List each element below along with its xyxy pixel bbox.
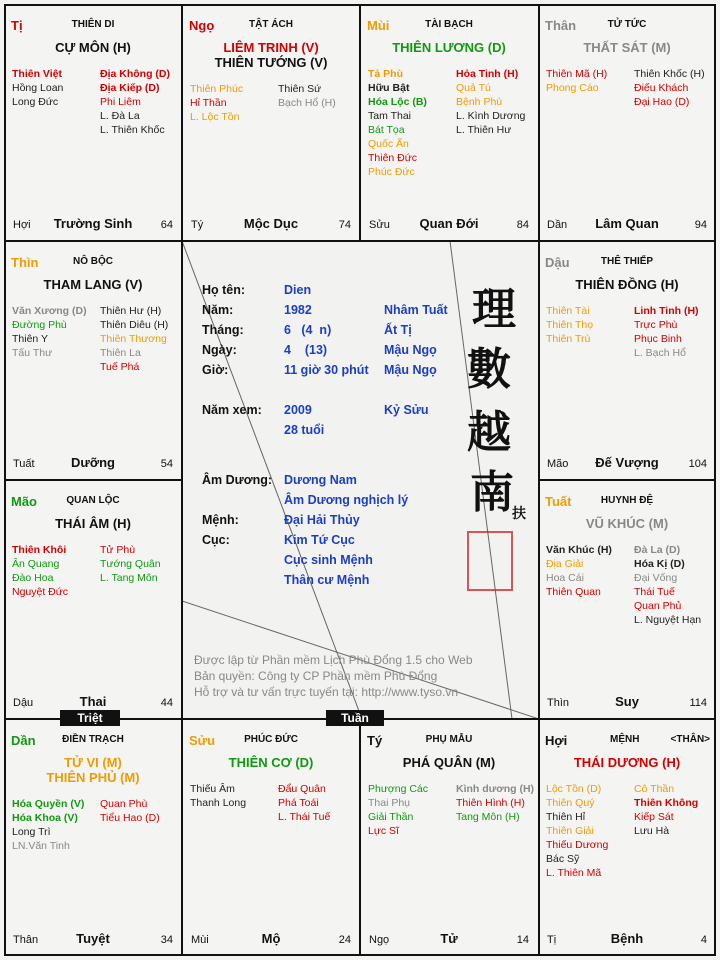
- right-star-column: [278, 82, 336, 110]
- left-star-column: [12, 797, 84, 853]
- branch-label: Tý: [367, 733, 383, 748]
- minor-star: L. Nguyệt Hạn: [634, 614, 702, 626]
- minor-star: Thiên Việt: [12, 68, 62, 80]
- minor-star: L. Thiên Khốc: [100, 124, 165, 136]
- minor-star: Linh Tinh (H): [634, 305, 699, 317]
- palace-name: THIÊN DI: [71, 19, 115, 30]
- minor-star: Long Trì: [12, 826, 51, 838]
- minor-star: Kình dương (H): [456, 783, 535, 795]
- palace-cell-phuc-duc: [182, 719, 360, 956]
- grid-line: [359, 718, 361, 956]
- minor-star: Trực Phù: [634, 319, 678, 331]
- right-star-column: [634, 543, 701, 627]
- cycle-label: Tử: [440, 931, 458, 946]
- right-star-column: [100, 67, 170, 137]
- minor-star: Thiên Hình (H): [456, 797, 525, 809]
- minor-star: Thiên Y: [12, 333, 48, 345]
- stage-label: Tị: [547, 934, 557, 946]
- palace-cell-tai-bach: [360, 4, 538, 241]
- cycle-label: Bệnh: [610, 931, 644, 946]
- minor-star: Địa Kiếp (D): [100, 82, 160, 94]
- right-star-column: [100, 543, 161, 585]
- footer-line-3: Hỗ trợ và tư vấn trực tuyến tại: http://www.tyso.vn: [194, 685, 459, 699]
- age-label: 4: [700, 934, 707, 946]
- left-star-column: [546, 543, 612, 599]
- branch-label: Dậu: [545, 255, 570, 270]
- minor-star: Hỏa Tinh (H): [456, 68, 519, 80]
- age-label: 104: [688, 458, 707, 470]
- palace-name: TẬT ÁCH: [249, 19, 293, 30]
- age-label: 44: [160, 697, 173, 709]
- minor-star: Tử Phù: [100, 544, 136, 556]
- value-nam: 1982: [284, 303, 312, 317]
- branch-label: Hợi: [545, 733, 568, 748]
- calligraphy-char-1: 理: [472, 284, 516, 335]
- main-star: THIÊN LƯƠNG (D): [392, 40, 506, 55]
- main-star: PHÁ QUÂN (M): [402, 755, 496, 770]
- minor-star: Thiếu Dương: [546, 839, 609, 851]
- minor-star: Tuế Phá: [100, 361, 140, 373]
- palace-name: PHỤ MẪU: [425, 734, 473, 745]
- minor-star: Thiên Thương: [100, 333, 167, 345]
- minor-star: Thiên Mã (H): [546, 68, 608, 80]
- age-label: 24: [338, 934, 351, 946]
- value-ngay: 4 (13): [284, 343, 328, 357]
- minor-star: Tiểu Hao (D): [100, 812, 160, 824]
- minor-star: Phi Liêm: [100, 96, 141, 108]
- minor-star: Quả Tú: [456, 82, 491, 94]
- grid-line: [181, 4, 183, 956]
- palace-cell-huynh-de: [538, 480, 716, 719]
- value-cuc-2: Cục sinh Mệnh: [284, 553, 373, 567]
- minor-star: Phong Cáo: [546, 82, 599, 94]
- stage-label: Thìn: [547, 697, 570, 709]
- cycle-label: Suy: [615, 694, 639, 709]
- palace-cell-dien-trach: [4, 719, 182, 956]
- minor-star: Thiên Diêu (H): [100, 319, 169, 331]
- main-star: CỰ MÔN (H): [55, 40, 131, 55]
- age-label: 34: [160, 934, 173, 946]
- minor-star: Thiên Phúc: [190, 83, 244, 95]
- minor-star: Thiên Quý: [546, 797, 595, 809]
- minor-star: Lộc Tồn (D): [546, 783, 602, 795]
- palace-cell-no-boc: [4, 241, 182, 480]
- minor-star: Hỉ Thần: [190, 97, 227, 109]
- age-label: 84: [516, 219, 529, 231]
- minor-star: Thiên Không: [634, 797, 699, 809]
- minor-star: Thiên Sứ: [278, 83, 322, 95]
- minor-star: Đại Hao (D): [634, 96, 690, 108]
- left-star-column: [368, 67, 427, 179]
- main-star: THIÊN CƠ (D): [228, 755, 314, 770]
- palace-name: NÔ BỘC: [73, 256, 113, 267]
- stage-label: Ngọ: [369, 934, 390, 946]
- left-star-column: [12, 543, 68, 599]
- age-label: 54: [160, 458, 173, 470]
- left-star-column: [546, 782, 608, 880]
- value-gio: 11 giờ 30 phút: [284, 363, 369, 377]
- minor-star: Thiên Quan: [546, 586, 601, 598]
- minor-star: Tam Thai: [368, 110, 411, 122]
- minor-star: Thiên Hỉ: [546, 811, 586, 823]
- cycle-label: Đế Vượng: [595, 455, 659, 470]
- label-nam-xem: Năm xem:: [202, 403, 262, 417]
- main-star: THIÊN PHỦ (M): [46, 770, 140, 785]
- age-label: 14: [516, 934, 529, 946]
- left-star-column: [546, 304, 593, 346]
- main-star: THÁI ÂM (H): [55, 516, 131, 531]
- value-tuoi: 28 tuổi: [284, 423, 325, 437]
- minor-star: Phá Toái: [278, 797, 319, 809]
- cycle-label: Tuyệt: [76, 931, 110, 946]
- right-star-column: [100, 797, 160, 825]
- branch-label: Ngọ: [189, 18, 215, 33]
- value-cuc: Kim Tứ Cục: [284, 533, 355, 547]
- value-thang-can: Ất Tị: [384, 323, 412, 337]
- triet-tag: Triệt: [60, 710, 120, 726]
- minor-star: Thiên Giải: [546, 825, 594, 837]
- minor-star: Hóa Quyền (V): [12, 798, 85, 810]
- branch-label: Tuất: [545, 494, 572, 509]
- minor-star: Ân Quang: [12, 558, 60, 570]
- branch-label: Dần: [11, 733, 36, 748]
- minor-star: Đường Phù: [12, 319, 67, 331]
- value-nam-xem: 2009: [284, 403, 312, 417]
- minor-star: Hữu Bật: [368, 82, 410, 94]
- right-star-column: [634, 67, 705, 109]
- main-star: TỬ VI (M): [64, 755, 122, 770]
- minor-star: Đại Vống: [634, 572, 678, 584]
- right-star-column: [634, 782, 698, 838]
- minor-star: Tấu Thư: [12, 347, 53, 359]
- label-cuc: Cục:: [202, 533, 230, 547]
- cycle-label: Mộc Dục: [243, 216, 299, 231]
- minor-star: Tả Phù: [368, 68, 404, 80]
- minor-star: Đào Hoa: [12, 572, 54, 584]
- right-star-column: [278, 782, 330, 824]
- minor-star: Kiếp Sát: [634, 811, 674, 823]
- palace-name: TÀI BẠCH: [425, 19, 473, 30]
- minor-star: Lực Sĩ: [368, 825, 399, 837]
- label-gio: Giờ:: [202, 363, 229, 377]
- minor-star: Đà La (D): [634, 544, 681, 556]
- minor-star: Thiên Khôi: [12, 544, 67, 556]
- minor-star: Phục Binh: [634, 333, 682, 345]
- grid-line: [538, 4, 540, 956]
- age-label: 94: [694, 219, 707, 231]
- left-star-column: [368, 782, 428, 838]
- label-menh: Mệnh:: [202, 513, 239, 527]
- grid-line: [714, 4, 716, 956]
- age-label: 74: [338, 219, 351, 231]
- stage-label: Tý: [191, 219, 204, 231]
- label-nam: Năm:: [202, 303, 234, 317]
- value-am-duong-2: Âm Dương nghịch lý: [284, 493, 409, 507]
- left-star-column: [546, 67, 607, 95]
- minor-star: Thiên Thọ: [546, 319, 594, 331]
- minor-star: Thiên Hư (H): [100, 305, 162, 317]
- minor-star: Thiên Tài: [546, 305, 590, 317]
- minor-star: L. Bạch Hổ: [634, 347, 686, 359]
- minor-star: Bạch Hổ (H): [278, 97, 336, 109]
- grid-line: [4, 4, 6, 956]
- minor-star: Thiên Trù: [546, 333, 591, 345]
- minor-star: L. Tang Môn: [100, 572, 158, 584]
- minor-star: Điếu Khách: [634, 82, 689, 94]
- minor-star: L. Lộc Tồn: [190, 111, 240, 123]
- value-nam-xem-can: Kỷ Sửu: [384, 403, 429, 417]
- right-star-column: [456, 67, 525, 137]
- main-star: THIÊN ĐỒNG (H): [575, 277, 679, 292]
- right-star-column: [634, 304, 699, 360]
- grid-line: [359, 4, 361, 242]
- minor-star: Văn Xương (D): [12, 305, 87, 317]
- label-ho-ten: Họ tên:: [202, 283, 246, 297]
- minor-star: L. Thái Tuế: [278, 811, 331, 823]
- minor-star: Long Đức: [12, 96, 59, 108]
- stage-label: Mùi: [191, 934, 209, 946]
- value-than: Thân cư Mệnh: [284, 573, 370, 587]
- minor-star: Thiếu Âm: [190, 783, 235, 795]
- minor-star: Bát Tọa: [368, 124, 405, 136]
- branch-label: Tị: [11, 18, 23, 33]
- calligraphy-char-3: 越: [467, 407, 511, 458]
- minor-star: Địa Giải: [546, 558, 584, 570]
- minor-star: L. Thiên Mã: [546, 867, 602, 879]
- main-star: THIÊN TƯỚNG (V): [214, 55, 328, 70]
- minor-star: Thai Phụ: [368, 797, 411, 809]
- grid-line: [538, 479, 716, 481]
- minor-star: Giải Thần: [368, 811, 414, 823]
- calligraphy-char-2: 數: [467, 344, 511, 395]
- value-menh: Đại Hải Thủy: [284, 513, 360, 527]
- signature-char: 扶: [512, 506, 526, 522]
- minor-star: Hóa Khoa (V): [12, 812, 78, 824]
- minor-star: Nguyệt Đức: [12, 586, 69, 598]
- stage-label: Dần: [547, 219, 568, 231]
- age-label: 114: [689, 697, 707, 709]
- minor-star: Cô Thần: [634, 783, 675, 795]
- minor-star: Tướng Quân: [100, 558, 161, 570]
- stage-label: Thân: [13, 934, 39, 946]
- left-star-column: [12, 67, 63, 109]
- value-nam-can: Nhâm Tuất: [384, 303, 448, 317]
- minor-star: Hóa Lộc (B): [368, 96, 427, 108]
- main-star: LIÊM TRINH (V): [223, 40, 319, 55]
- palace-cell-tat-ach: [182, 4, 360, 241]
- cycle-label: Dưỡng: [71, 455, 115, 470]
- minor-star: Thiên Đức: [368, 152, 418, 164]
- minor-star: Địa Không (D): [100, 68, 170, 80]
- cycle-label: Quan Đới: [419, 216, 479, 231]
- palace-extra-tag: <THÂN>: [670, 734, 710, 745]
- value-ho-ten: Dien: [284, 283, 312, 297]
- branch-label: Mão: [11, 494, 37, 509]
- cycle-label: Mộ: [261, 931, 281, 946]
- palace-name: PHÚC ĐỨC: [244, 734, 298, 745]
- stage-label: Tuất: [13, 458, 35, 470]
- palace-cell-phu-mau: [360, 719, 538, 956]
- age-label: 64: [160, 219, 173, 231]
- stage-label: Hợi: [13, 219, 31, 231]
- palace-cell-quan-loc: [4, 480, 182, 719]
- calligraphy-char-4: 南: [470, 467, 514, 518]
- stage-label: Dậu: [13, 697, 34, 709]
- minor-star: L. Thiên Hư: [456, 124, 512, 136]
- tuan-tag: Tuần: [326, 710, 384, 726]
- minor-star: Quan Phủ: [634, 600, 682, 612]
- cycle-label: Lâm Quan: [595, 216, 659, 231]
- value-gio-can: Mậu Ngọ: [384, 363, 437, 377]
- palace-name: QUAN LỘC: [66, 495, 120, 506]
- stage-label: Sửu: [369, 219, 390, 231]
- footer-line-1: Được lập từ Phần mềm Lịch Phù Đổng 1.5 cho Web: [194, 653, 473, 667]
- minor-star: Phúc Đức: [368, 166, 415, 178]
- cycle-label: Thai: [79, 694, 107, 709]
- left-star-column: [190, 782, 246, 810]
- branch-label: Thìn: [11, 255, 39, 270]
- minor-star: Thiên La: [100, 347, 141, 359]
- main-star: THAM LANG (V): [43, 277, 143, 292]
- minor-star: Phượng Các: [368, 783, 429, 795]
- palace-cell-thien-di: [4, 4, 182, 241]
- minor-star: Thiên Khốc (H): [634, 68, 705, 80]
- minor-star: Quốc Ấn: [368, 138, 409, 150]
- label-am-duong: Âm Dương:: [202, 473, 273, 487]
- seal-stamp: [467, 531, 513, 591]
- minor-star: Lưu Hà: [634, 825, 670, 837]
- branch-label: Thân: [545, 18, 577, 33]
- main-star: VŨ KHÚC (M): [585, 516, 669, 531]
- palace-name: THÊ THIẾP: [600, 256, 654, 267]
- main-star: THÁI DƯƠNG (H): [573, 755, 681, 770]
- left-star-column: [12, 304, 87, 360]
- left-star-column: [190, 82, 243, 124]
- palace-cell-menh: [538, 719, 716, 956]
- palace-name: MỆNH: [610, 734, 640, 745]
- label-ngay: Ngày:: [202, 343, 237, 357]
- palace-name: TỬ TỨC: [607, 19, 647, 30]
- branch-label: Sửu: [189, 733, 216, 748]
- footer-line-2: Bản quyền: Công ty CP Phần mềm Phù Đổng: [194, 669, 438, 683]
- minor-star: LN.Văn Tinh: [12, 840, 70, 852]
- minor-star: Thái Tuế: [634, 586, 675, 598]
- minor-star: Tang Môn (H): [456, 811, 520, 823]
- palace-cell-tu-tuc: [538, 4, 716, 241]
- minor-star: Hồng Loan: [12, 82, 64, 94]
- center-info-panel: [182, 241, 539, 719]
- main-star: THẤT SÁT (M): [583, 40, 671, 55]
- value-am-duong: Dương Nam: [284, 473, 357, 487]
- palace-name: HUYNH ĐỆ: [600, 495, 654, 506]
- value-ngay-can: Mậu Ngọ: [384, 343, 437, 357]
- minor-star: Bệnh Phù: [456, 96, 503, 108]
- minor-star: Hóa Kị (D): [634, 558, 685, 570]
- grid-line: [4, 479, 182, 481]
- minor-star: Bác Sỹ: [546, 853, 580, 865]
- branch-label: Mùi: [367, 18, 390, 33]
- cycle-label: Trường Sinh: [53, 216, 133, 231]
- stage-label: Mão: [547, 458, 569, 470]
- label-thang: Tháng:: [202, 323, 244, 337]
- minor-star: L. Đà La: [100, 110, 140, 122]
- palace-name: ĐIỀN TRẠCH: [62, 734, 124, 745]
- palace-cell-the-thiep: [538, 241, 716, 480]
- minor-star: Văn Khúc (H): [546, 544, 612, 556]
- minor-star: Hoa Cái: [546, 572, 584, 584]
- minor-star: Thanh Long: [190, 797, 247, 809]
- minor-star: L. Kình Dương: [456, 110, 526, 122]
- minor-star: Quan Phù: [100, 798, 148, 810]
- minor-star: Đẩu Quân: [278, 783, 326, 795]
- right-star-column: [100, 304, 168, 374]
- right-star-column: [456, 782, 534, 824]
- value-thang: 6 (4 n): [284, 323, 332, 337]
